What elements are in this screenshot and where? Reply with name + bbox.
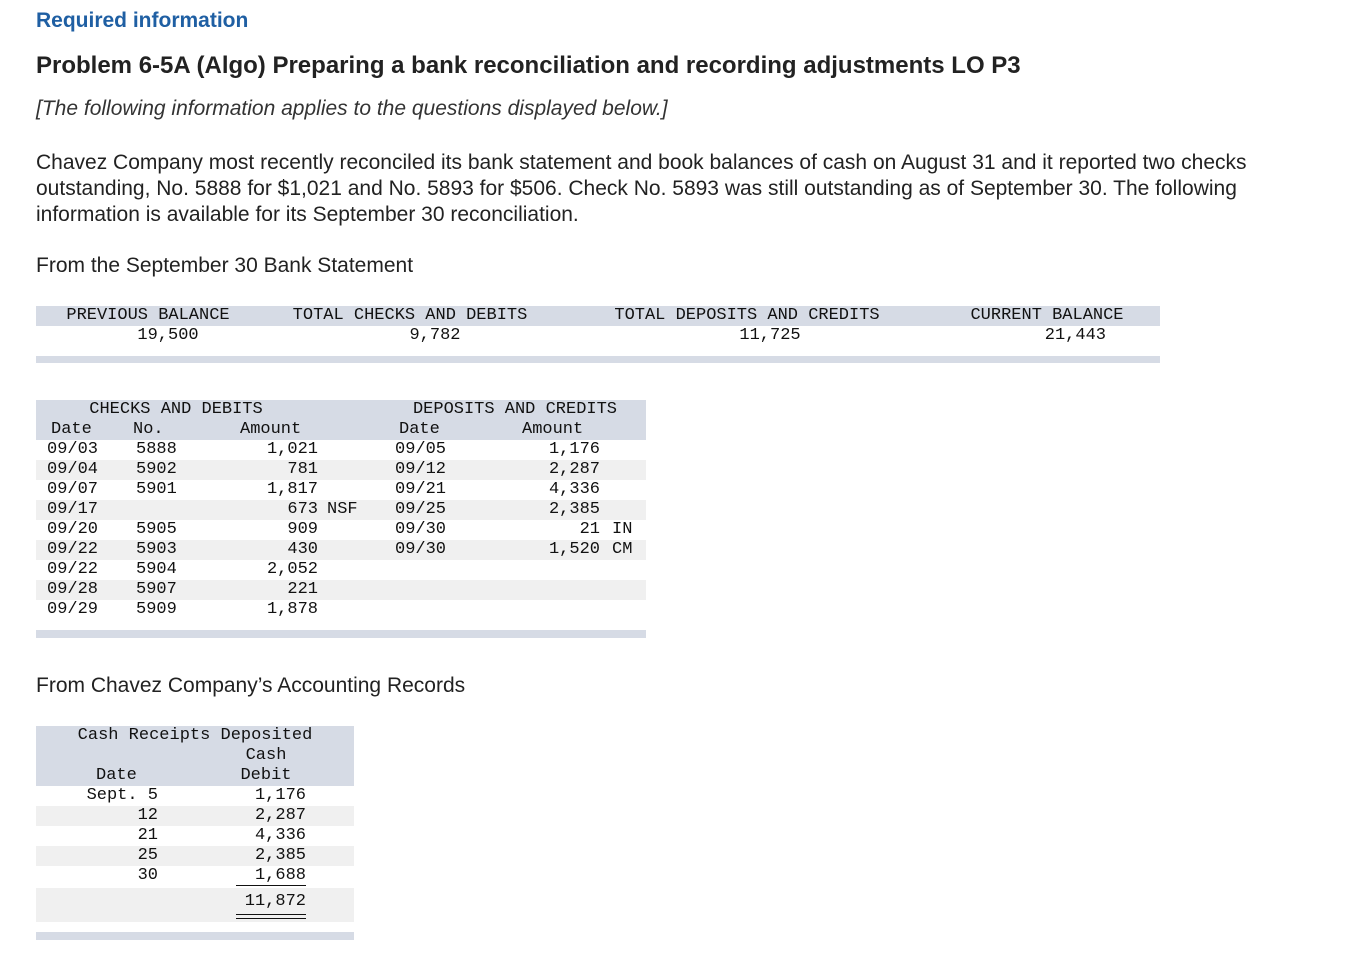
deposit-amount: 2,287	[548, 460, 600, 479]
receipts-bottom-bar	[36, 932, 354, 940]
accounting-records-label: From Chavez Company’s Accounting Records	[36, 674, 466, 697]
bank-statement-label: From the September 30 Bank Statement	[36, 254, 414, 277]
check-amount: 2,052	[266, 560, 318, 579]
receipt-date: Sept. 5	[86, 786, 158, 805]
receipt-amount: 1,688	[254, 866, 306, 885]
summary-total-checks: 9,782	[409, 326, 461, 345]
double-rule-top	[236, 914, 306, 915]
deposit-note: CM	[612, 540, 633, 559]
check-date: 09/29	[47, 600, 99, 619]
receipt-date: 12	[137, 806, 158, 825]
check-amount: 673	[287, 500, 318, 519]
check-number: 5902	[136, 460, 177, 479]
checks-col-date: Date	[51, 420, 92, 439]
deposit-amount: 1,520	[548, 540, 600, 559]
receipts-col-cash: Cash	[245, 746, 287, 765]
check-date: 09/04	[47, 460, 99, 479]
checks-col-no: No.	[133, 420, 164, 439]
deposit-date: 09/05	[395, 440, 447, 459]
receipt-date: 30	[137, 866, 158, 885]
check-number: 5904	[136, 560, 177, 579]
summary-header-deposits: TOTAL DEPOSITS AND CREDITS	[614, 306, 880, 325]
check-date: 09/22	[47, 560, 99, 579]
deposit-amount: 4,336	[548, 480, 600, 499]
summary-bottom-bar	[36, 356, 1160, 363]
deposits-title: DEPOSITS AND CREDITS	[412, 400, 618, 419]
total-rule	[236, 885, 306, 886]
check-amount: 1,878	[266, 600, 318, 619]
deposit-date: 09/30	[395, 540, 447, 559]
receipts-col-debit: Debit	[240, 766, 292, 785]
deposit-date: 09/25	[395, 500, 447, 519]
check-note: NSF	[327, 500, 358, 519]
row-stripe	[36, 580, 646, 600]
deposit-date: 09/30	[395, 520, 447, 539]
receipts-col-date: Date	[96, 766, 137, 785]
check-number: 5907	[136, 580, 177, 599]
check-amount: 1,817	[266, 480, 318, 499]
checks-title: CHECKS AND DEBITS	[89, 400, 263, 419]
check-date: 09/20	[47, 520, 99, 539]
receipts-title: Cash Receipts Deposited	[77, 726, 313, 745]
summary-previous-balance: 19,500	[137, 326, 199, 345]
deposit-amount: 2,385	[548, 500, 600, 519]
required-information-heading: Required information	[36, 9, 249, 32]
checks-bottom-bar	[36, 630, 646, 638]
check-date: 09/17	[47, 500, 99, 519]
receipts-total: 11,872	[244, 892, 306, 911]
check-number: 5909	[136, 600, 177, 619]
summary-header-previous: PREVIOUS BALANCE	[66, 306, 230, 325]
deposit-note: IN	[612, 520, 633, 539]
summary-header-current: CURRENT BALANCE	[970, 306, 1124, 325]
check-date: 09/07	[47, 480, 99, 499]
deposit-amount: 1,176	[548, 440, 600, 459]
check-amount: 909	[287, 520, 318, 539]
problem-title: Problem 6-5A (Algo) Preparing a bank reconciliation and recording adjustments LO P3	[36, 52, 1021, 79]
deposit-date: 09/21	[395, 480, 447, 499]
check-date: 09/28	[47, 580, 99, 599]
receipt-amount: 1,176	[254, 786, 306, 805]
receipt-amount: 4,336	[254, 826, 306, 845]
check-date: 09/03	[47, 440, 99, 459]
row-stripe	[36, 888, 354, 922]
deposits-col-amount: Amount	[522, 420, 584, 439]
check-number: 5901	[136, 480, 177, 499]
problem-paragraph: Chavez Company most recently reconciled its bank statement and book balances of cash on August 31 and it reported two checks outstanding, No. 5888 for $1,021 and No. 5893 for $506. Check No. 5893 was still outstanding as of September 30. The following information is available for its September 30 reconciliation.	[36, 151, 1247, 226]
deposits-col-date: Date	[399, 420, 440, 439]
check-amount: 430	[287, 540, 318, 559]
double-rule-bottom	[236, 918, 306, 919]
applies-note: [The following information applies to the questions displayed below.]	[36, 97, 668, 120]
check-number: 5905	[136, 520, 177, 539]
check-amount: 1,021	[266, 440, 318, 459]
check-amount: 221	[287, 580, 318, 599]
check-number: 5888	[136, 440, 177, 459]
deposit-date: 09/12	[395, 460, 447, 479]
receipt-amount: 2,385	[254, 846, 306, 865]
receipt-date: 25	[137, 846, 158, 865]
checks-col-amount: Amount	[240, 420, 302, 439]
receipt-date: 21	[137, 826, 158, 845]
summary-header-checks: TOTAL CHECKS AND DEBITS	[292, 306, 528, 325]
deposit-amount: 21	[579, 520, 600, 539]
summary-current-balance: 21,443	[1044, 326, 1106, 345]
check-amount: 781	[287, 460, 318, 479]
check-date: 09/22	[47, 540, 99, 559]
summary-total-deposits: 11,725	[739, 326, 801, 345]
check-number: 5903	[136, 540, 177, 559]
receipt-amount: 2,287	[254, 806, 306, 825]
